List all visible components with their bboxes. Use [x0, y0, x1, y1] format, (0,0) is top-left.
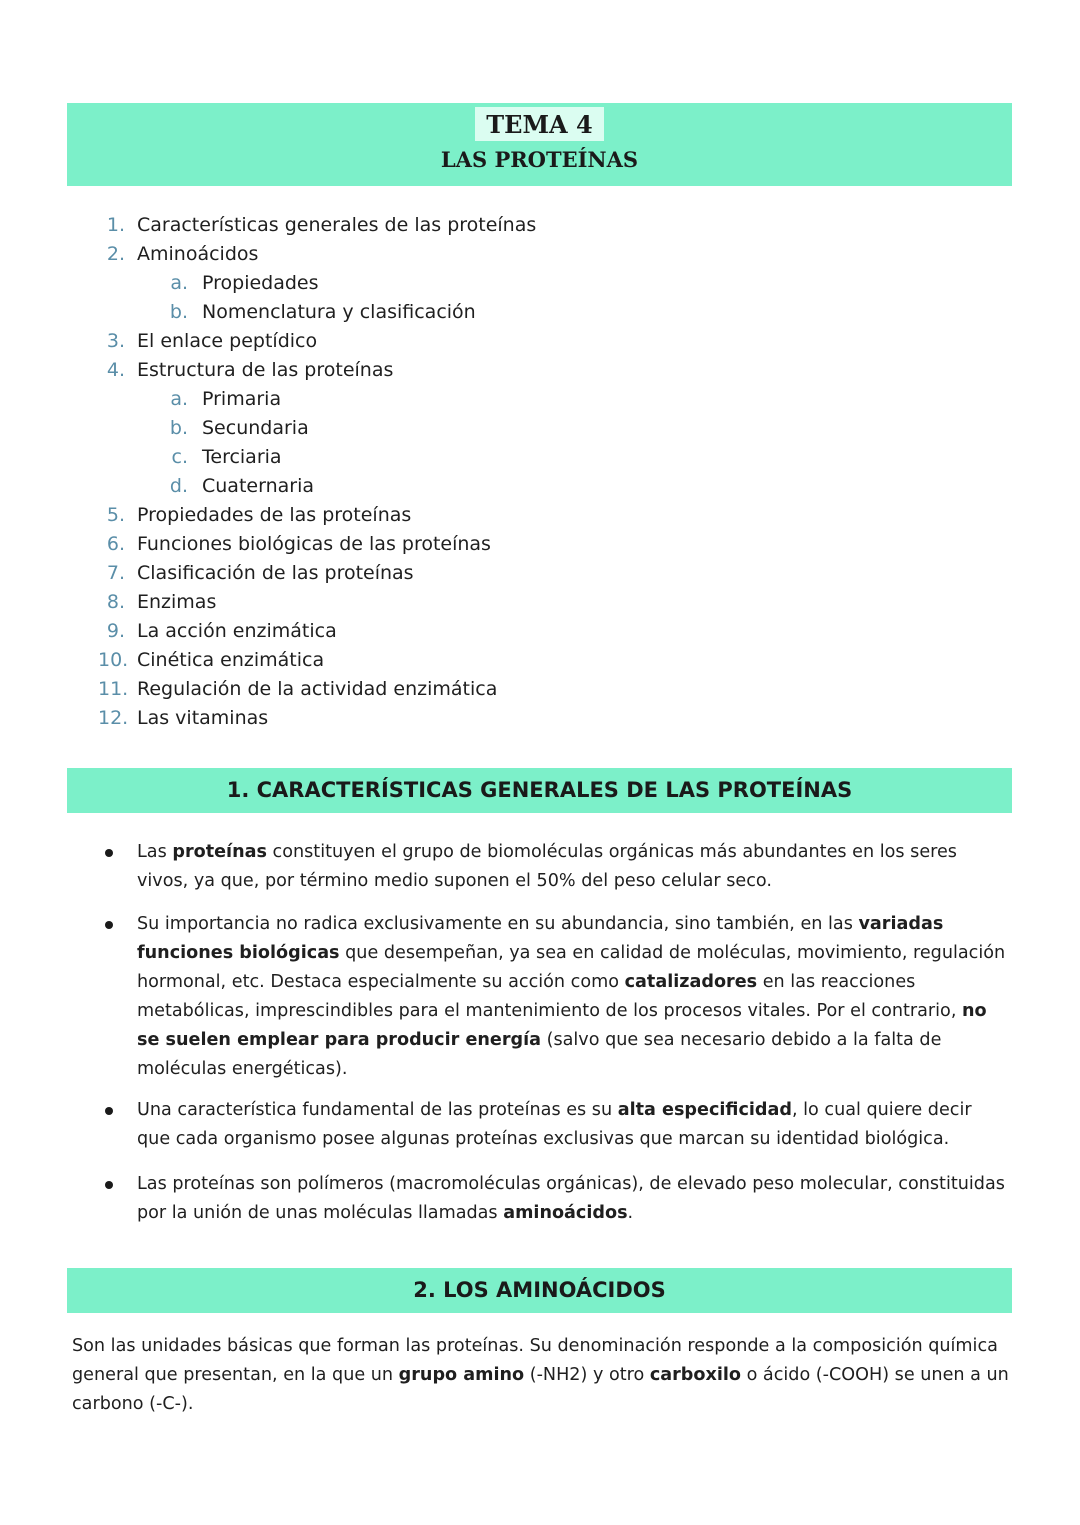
toc-item-label: Enzimas	[137, 591, 217, 613]
bold-term: variadas funciones biológicas	[137, 914, 944, 963]
toc-item	[163, 443, 282, 472]
toc-item-number: 10.	[98, 649, 129, 671]
toc-item-number: a.	[170, 272, 188, 294]
toc-item	[163, 298, 476, 327]
toc-item	[98, 559, 414, 588]
text-run: (salvo que sea necesario debido a la falta de moléculas energéticas).	[137, 1030, 942, 1079]
bold-term: grupo amino	[398, 1365, 525, 1385]
toc-item-number: b.	[169, 417, 188, 439]
toc-item	[163, 269, 319, 298]
bullet-icon	[105, 1181, 113, 1189]
toc-item-number: 8.	[106, 591, 125, 613]
bold-term: aminoácidos	[503, 1203, 628, 1223]
text-run: constituyen el grupo de biomoléculas orgánicas más abundantes en los seres vivos, ya que, por término medio suponen el 50% del peso celular seco.	[137, 842, 957, 891]
toc-item	[98, 588, 216, 617]
text-run: o ácido (-COOH) se unen a un carbono (-C-).	[72, 1365, 1009, 1414]
section2-paragraph	[72, 1332, 1012, 1419]
toc-item-label: Las vitaminas	[137, 707, 269, 729]
toc-item-number: d.	[169, 475, 188, 497]
toc-item	[98, 211, 536, 240]
text-run: .	[627, 1203, 634, 1223]
toc-item-number: 4.	[106, 359, 125, 381]
toc-item-number: 5.	[106, 504, 125, 526]
section2-title: 2. LOS AMINOÁCIDOS	[413, 1278, 666, 1302]
bold-term: catalizadores	[624, 972, 758, 992]
toc-item-number: c.	[171, 446, 188, 468]
toc-item-label: Estructura de las proteínas	[137, 359, 394, 381]
bold-term: alta especificidad	[617, 1100, 792, 1120]
text-run: en las reacciones metabólicas, imprescindibles para el mantenimiento de los procesos vitales. Por el contrario,	[137, 972, 962, 1021]
toc-item	[98, 356, 393, 385]
toc-item-number: a.	[170, 388, 188, 410]
bullet-icon	[105, 921, 113, 929]
toc-item-label: Terciaria	[202, 446, 282, 468]
text-run: , lo cual quiere decir que cada organismo posee algunas proteínas exclusivas que marcan su identidad biológica.	[137, 1100, 972, 1149]
toc-item-number: 7.	[106, 562, 125, 584]
toc-item	[98, 530, 491, 559]
bullet-icon	[105, 1107, 113, 1115]
toc-item-label: El enlace peptídico	[137, 330, 318, 352]
bold-term: proteínas	[172, 842, 267, 862]
toc-item	[163, 385, 281, 414]
toc-item-label: Nomenclatura y clasificación	[202, 301, 476, 323]
bullet-item	[137, 838, 1007, 896]
toc-item	[98, 646, 324, 675]
toc-item	[98, 327, 317, 356]
toc-item-number: 2.	[106, 243, 125, 265]
text-run: que desempeñan, ya sea en calidad de moléculas, movimiento, regulación hormonal, etc. Destaca especialmente su acción como	[137, 943, 1006, 992]
toc-item-number: b.	[169, 301, 188, 323]
tema-label: TEMA 4	[475, 107, 604, 141]
toc-item-label: Funciones biológicas de las proteínas	[137, 533, 491, 555]
toc-item-number: 6.	[106, 533, 125, 555]
toc-item-label: Propiedades	[202, 272, 319, 294]
toc-item-number: 3.	[106, 330, 125, 352]
toc-item-label: Aminoácidos	[137, 243, 259, 265]
toc-item-label: Cuaternaria	[202, 475, 314, 497]
text-run: (-NH2) y otro	[524, 1365, 650, 1385]
toc-item-label: Regulación de la actividad enzimática	[137, 678, 498, 700]
toc-item-number: 1.	[106, 214, 125, 236]
toc-item	[98, 501, 411, 530]
page-title: LAS PROTEÍNAS	[440, 147, 639, 172]
bold-term: no se suelen emplear para producir energía	[137, 1001, 987, 1050]
toc-item	[163, 414, 309, 443]
bullet-icon	[105, 849, 113, 857]
toc-item	[98, 704, 268, 733]
text-run: Una característica fundamental de las proteínas es su	[137, 1100, 618, 1120]
toc-item-label: Propiedades de las proteínas	[137, 504, 412, 526]
bullet-item	[137, 1096, 1007, 1154]
toc-item-label: Primaria	[202, 388, 282, 410]
text-run: Las proteínas son polímeros (macromoléculas orgánicas), de elevado peso molecular, constituidas por la unión de unas moléculas llamadas	[137, 1174, 1005, 1223]
text-run: Las	[137, 842, 173, 862]
toc-item	[98, 240, 258, 269]
bold-term: carboxilo	[649, 1365, 741, 1385]
text-run: Son las unidades básicas que forman las proteínas. Su denominación responde a la composición química general que presentan, en la que un	[72, 1336, 998, 1385]
toc-item-label: Cinética enzimática	[137, 649, 325, 671]
toc-item-label: Secundaria	[202, 417, 309, 439]
text-run: Su importancia no radica exclusivamente en su abundancia, sino también, en las	[137, 914, 859, 934]
toc-item	[98, 675, 497, 704]
toc-item	[163, 472, 314, 501]
toc-item-number: 9.	[106, 620, 125, 642]
toc-item-number: 11.	[98, 678, 129, 700]
toc-item	[98, 617, 337, 646]
bullet-item	[137, 910, 1007, 1084]
toc-item-label: Características generales de las proteínas	[137, 214, 537, 236]
bullet-item	[137, 1170, 1007, 1228]
toc-item-label: Clasificación de las proteínas	[137, 562, 414, 584]
section1-title: 1. CARACTERÍSTICAS GENERALES DE LAS PROTEÍNAS	[226, 778, 853, 802]
toc-item-label: La acción enzimática	[137, 620, 337, 642]
toc-item-number: 12.	[98, 707, 129, 729]
